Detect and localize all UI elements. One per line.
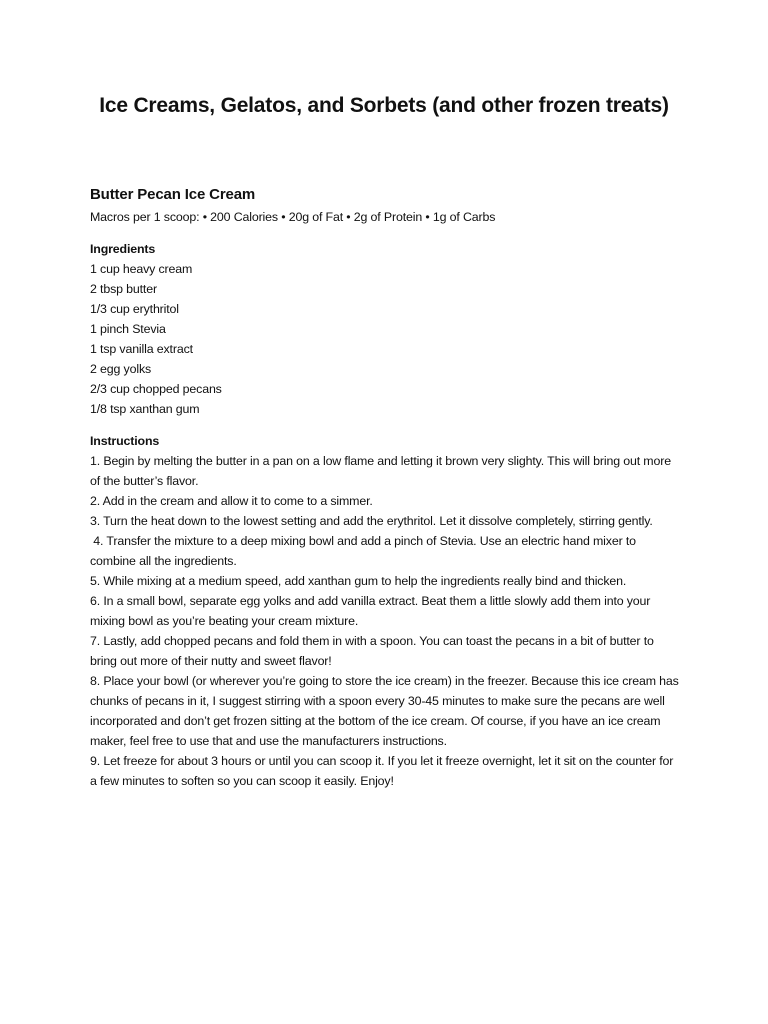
- ingredient-item: 1/8 tsp xanthan gum: [90, 402, 200, 416]
- recipe-macros: Macros per 1 scoop: • 200 Calories • 20g of Fat • 2g of Protein • 1g of Carbs: [90, 210, 496, 224]
- ingredient-item: 2/3 cup chopped pecans: [90, 382, 222, 396]
- instruction-step: 9. Let freeze for about 3 hours or until you can scoop it. If you let it freeze overnight, let it sit on the counter for a few minutes to soften so you can scoop it easily. Enjoy!: [90, 754, 674, 788]
- instruction-step: 8. Place your bowl (or wherever you’re going to store the ice cream) in the freezer. Because this ice cream has chunks of pecans in it, I suggest stirring with a spoon every 30-45 minutes to make sure the pecans are well incorporated and don’t get frozen sitting at the bottom of the ice cream. Of course, if you have an ice cream maker, feel free to use that and use the manufacturers instructions.: [90, 674, 679, 748]
- ingredient-item: 2 egg yolks: [90, 362, 152, 376]
- ingredient-item: 1 pinch Stevia: [90, 322, 166, 336]
- instruction-step: 2. Add in the cream and allow it to come to a simmer.: [90, 494, 373, 508]
- instruction-step: 5. While mixing at a medium speed, add xanthan gum to help the ingredients really bind and thicken.: [90, 574, 627, 588]
- ingredients-heading: Ingredients: [90, 242, 156, 256]
- ingredient-item: 1 cup heavy cream: [90, 262, 193, 276]
- instruction-step: 4. Transfer the mixture to a deep mixing bowl and add a pinch of Stevia. Use an electric hand mixer to combine all the ingredients.: [90, 534, 640, 568]
- recipe-section: [90, 185, 680, 791]
- ingredient-item: 1/3 cup erythritol: [90, 302, 179, 316]
- ingredient-item: 1 tsp vanilla extract: [90, 342, 193, 356]
- recipe-title: Butter Pecan Ice Cream: [90, 186, 256, 203]
- instruction-step: 1. Begin by melting the butter in a pan on a low flame and letting it brown very slighty. This will bring out more of the butter’s flavor.: [90, 454, 671, 488]
- instructions-list: [90, 451, 680, 791]
- instruction-step: 6. In a small bowl, separate egg yolks and add vanilla extract. Beat them a little slowly add them into your mixing bowl as you’re beating your cream mixture.: [90, 594, 651, 628]
- ingredient-item: 2 tbsp butter: [90, 282, 157, 296]
- ingredients-list: [90, 259, 680, 419]
- instruction-step: 7. Lastly, add chopped pecans and fold them in with a spoon. You can toast the pecans in a bit of butter to bring out more of their nutty and sweet flavor!: [90, 634, 654, 668]
- instructions-heading: Instructions: [90, 434, 160, 448]
- instruction-step: 3. Turn the heat down to the lowest setting and add the erythritol. Let it dissolve completely, stirring gently.: [90, 514, 653, 528]
- page-title: Ice Creams, Gelatos, and Sorbets (and other frozen treats): [99, 94, 669, 117]
